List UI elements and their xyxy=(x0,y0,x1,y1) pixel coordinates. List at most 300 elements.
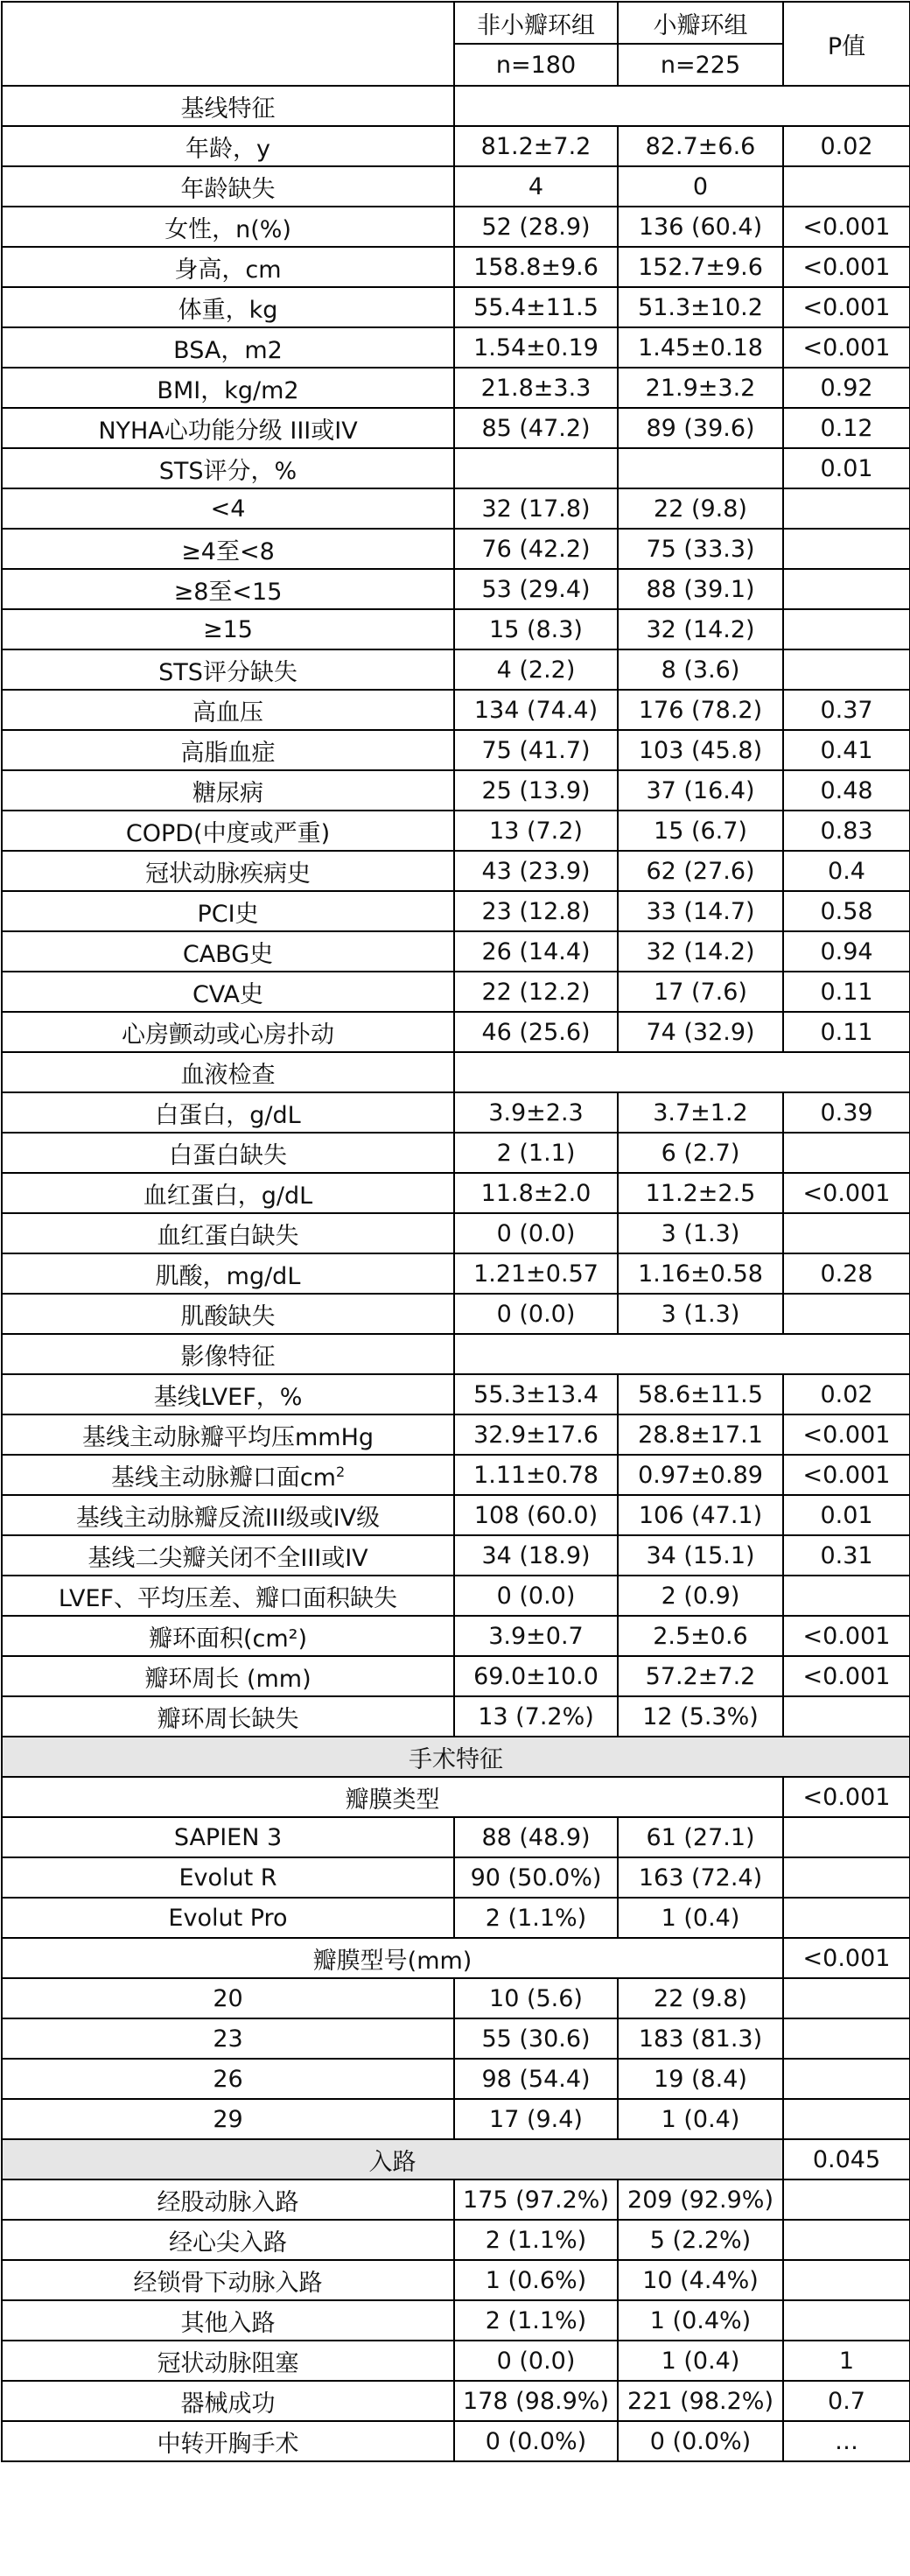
table-row-data xyxy=(2,1294,910,1334)
value-group2: 0 xyxy=(618,166,783,207)
row-label-text: 经股动脉入路 xyxy=(157,2188,299,2216)
p-value-cell: 0.41 xyxy=(783,730,910,770)
value-group1: 55.4±11.5 xyxy=(454,287,618,327)
value-group1: 55.3±13.4 xyxy=(454,1374,618,1414)
row-label-text: STS评分，% xyxy=(158,457,298,485)
p-value-cell: <0.001 xyxy=(783,327,910,368)
value-group1: 2 (1.1%) xyxy=(454,1898,618,1938)
table-row-span xyxy=(2,1777,910,1817)
table-row-data xyxy=(2,1213,910,1253)
p-value-cell: <0.001 xyxy=(783,1656,910,1696)
row-label xyxy=(2,972,454,1012)
p-value-cell xyxy=(783,529,910,569)
p-value-cell xyxy=(783,166,910,207)
row-label xyxy=(2,811,454,851)
value-group2: 32 (14.2) xyxy=(618,609,783,649)
row-label-text: BSA，m2 xyxy=(173,336,283,364)
value-group2: 209 (92.9%) xyxy=(618,2179,783,2220)
p-value-cell: 0.02 xyxy=(783,1374,910,1414)
row-label xyxy=(2,327,454,368)
value-group1: 0 (0.0%) xyxy=(454,2421,618,2461)
table-row-data xyxy=(2,2421,910,2461)
value-group1: 0 (0.0) xyxy=(454,1213,618,1253)
value-group1: 1.11±0.78 xyxy=(454,1455,618,1495)
p-value-cell xyxy=(783,2220,910,2260)
row-label-text: 基线主动脉瓣反流III级或IV级 xyxy=(75,1504,381,1532)
row-label-text: ≥4至<8 xyxy=(181,537,275,565)
value-group2: 152.7±9.6 xyxy=(618,247,783,287)
value-group2: 15 (6.7) xyxy=(618,811,783,851)
value-group1: 53 (29.4) xyxy=(454,569,618,609)
row-label-text: 29 xyxy=(213,2105,243,2133)
value-group1: 13 (7.2) xyxy=(454,811,618,851)
table-row-span xyxy=(2,2139,910,2179)
row-label-text: ≥15 xyxy=(203,615,253,643)
value-group1: 108 (60.0) xyxy=(454,1495,618,1535)
value-group2: 1.45±0.18 xyxy=(618,327,783,368)
value-group2: 32 (14.2) xyxy=(618,931,783,972)
value-group2: 22 (9.8) xyxy=(618,488,783,529)
value-group2: 88 (39.1) xyxy=(618,569,783,609)
row-label xyxy=(2,770,454,811)
value-group2: 6 (2.7) xyxy=(618,1133,783,1173)
table-row-data xyxy=(2,287,910,327)
row-label-text: 基线主动脉瓣平均压mmHg xyxy=(81,1423,374,1451)
p-value-cell: 0.01 xyxy=(783,1495,910,1535)
value-group2: 33 (14.7) xyxy=(618,891,783,931)
value-group2: 34 (15.1) xyxy=(618,1535,783,1576)
value-group1: 1 (0.6%) xyxy=(454,2260,618,2300)
value-group2: 0.97±0.89 xyxy=(618,1455,783,1495)
row-label-text: Evolut Pro xyxy=(168,1904,288,1932)
table-row-data xyxy=(2,1414,910,1455)
value-group1: 43 (23.9) xyxy=(454,851,618,891)
value-group1: 3.9±2.3 xyxy=(454,1092,618,1133)
p-value-cell: 0.94 xyxy=(783,931,910,972)
value-group2 xyxy=(618,448,783,488)
value-group2: 82.7±6.6 xyxy=(618,126,783,166)
row-label xyxy=(2,488,454,529)
value-group1: 75 (41.7) xyxy=(454,730,618,770)
row-label xyxy=(2,649,454,690)
row-label xyxy=(2,2341,454,2381)
row-label xyxy=(2,2300,454,2341)
value-group2: 2 (0.9) xyxy=(618,1576,783,1616)
value-group2: 163 (72.4) xyxy=(618,1857,783,1898)
header-row-groups xyxy=(2,2,910,44)
value-group1: 11.8±2.0 xyxy=(454,1173,618,1213)
p-value-cell xyxy=(783,1696,910,1737)
value-group2: 3 (1.3) xyxy=(618,1294,783,1334)
row-label-text: 经锁骨下动脉入路 xyxy=(133,2269,323,2297)
table-body xyxy=(2,2,910,2461)
row-label xyxy=(2,368,454,408)
p-value-cell xyxy=(783,2099,910,2139)
value-group1: 13 (7.2%) xyxy=(454,1696,618,1737)
table-row-data xyxy=(2,2300,910,2341)
row-label-text: 瓣环周长 (mm) xyxy=(144,1665,312,1693)
value-group1: 0 (0.0) xyxy=(454,1576,618,1616)
row-label xyxy=(2,1616,454,1656)
table-row-data xyxy=(2,2260,910,2300)
row-label-text: 经心尖入路 xyxy=(169,2229,287,2257)
row-label-text: 血红蛋白，g/dL xyxy=(143,1182,313,1210)
group-title: 入路 xyxy=(2,2139,783,2179)
section-title: 基线特征 xyxy=(2,86,454,126)
value-group1: 3.9±0.7 xyxy=(454,1616,618,1656)
table-row-data xyxy=(2,1817,910,1857)
table-row-data xyxy=(2,1696,910,1737)
row-label-text: ≥8至<15 xyxy=(173,578,283,606)
value-group1: 1.21±0.57 xyxy=(454,1253,618,1294)
value-group1: 32 (17.8) xyxy=(454,488,618,529)
table-row-data xyxy=(2,972,910,1012)
table-row-data xyxy=(2,1374,910,1414)
row-label-text: 糖尿病 xyxy=(192,779,263,807)
row-label-text: COPD(中度或严重) xyxy=(125,819,331,847)
row-label-text: SAPIEN 3 xyxy=(173,1823,283,1851)
value-group1: 10 (5.6) xyxy=(454,1978,618,2018)
row-label xyxy=(2,1213,454,1253)
p-value-cell: 0.02 xyxy=(783,126,910,166)
p-value-cell: 1 xyxy=(783,2341,910,2381)
value-group1: 32.9±17.6 xyxy=(454,1414,618,1455)
p-value-cell xyxy=(783,488,910,529)
table-row-data xyxy=(2,1012,910,1052)
row-label-text: NYHA心功能分级 III或IV xyxy=(98,417,358,445)
p-value-cell: 0.12 xyxy=(783,408,910,448)
banner-title: 手术特征 xyxy=(2,1737,910,1777)
row-label xyxy=(2,1092,454,1133)
table-row-data xyxy=(2,166,910,207)
value-group1: 1.54±0.19 xyxy=(454,327,618,368)
row-label-text: 身高，cm xyxy=(174,256,282,284)
value-group1: 90 (50.0%) xyxy=(454,1857,618,1898)
p-value-cell: <0.001 xyxy=(783,1455,910,1495)
table-row-data xyxy=(2,1092,910,1133)
table-row-data xyxy=(2,2059,910,2099)
p-value-cell: 0.11 xyxy=(783,1012,910,1052)
row-label xyxy=(2,1495,454,1535)
value-group2: 1.16±0.58 xyxy=(618,1253,783,1294)
p-value-cell: 0.83 xyxy=(783,811,910,851)
table-row-data xyxy=(2,2341,910,2381)
value-group2: 74 (32.9) xyxy=(618,1012,783,1052)
row-label xyxy=(2,1535,454,1576)
value-group2: 221 (98.2%) xyxy=(618,2381,783,2421)
p-value-cell: 0.37 xyxy=(783,690,910,730)
p-value-cell xyxy=(783,649,910,690)
value-group2: 176 (78.2) xyxy=(618,690,783,730)
p-value-cell xyxy=(783,2018,910,2059)
value-group1: 0 (0.0) xyxy=(454,1294,618,1334)
table-row-data xyxy=(2,649,910,690)
table-row-data xyxy=(2,488,910,529)
row-label-text: 年龄，y xyxy=(186,135,270,163)
p-value-cell xyxy=(783,1576,910,1616)
row-label xyxy=(2,609,454,649)
table-row-data xyxy=(2,1857,910,1898)
p-value-cell xyxy=(783,2300,910,2341)
row-label xyxy=(2,1576,454,1616)
table-row-data xyxy=(2,126,910,166)
row-label-text: 基线二尖瓣关闭不全III或IV xyxy=(88,1544,368,1572)
row-label-text: 白蛋白，g/dL xyxy=(155,1101,301,1129)
table-row-data xyxy=(2,1898,910,1938)
row-label xyxy=(2,1133,454,1173)
table-row-data xyxy=(2,569,910,609)
row-label-text: Evolut R xyxy=(178,1864,277,1892)
row-label-text: 基线LVEF，% xyxy=(153,1383,303,1411)
row-label xyxy=(2,247,454,287)
value-group1: 25 (13.9) xyxy=(454,770,618,811)
p-value-cell: 0.48 xyxy=(783,770,910,811)
table-row-data xyxy=(2,2099,910,2139)
value-group2: 89 (39.6) xyxy=(618,408,783,448)
p-value-cell xyxy=(783,1898,910,1938)
table-row-data xyxy=(2,851,910,891)
value-group1: 4 (2.2) xyxy=(454,649,618,690)
table-row-section xyxy=(2,1334,910,1374)
value-group1 xyxy=(454,448,618,488)
row-label-text: 肌酸，mg/dL xyxy=(155,1262,301,1290)
table-row-data xyxy=(2,1495,910,1535)
row-label-text: 瓣环面积(cm²) xyxy=(148,1625,308,1653)
p-value-cell: 0.7 xyxy=(783,2381,910,2421)
row-label-text: 女性，n(%) xyxy=(164,215,291,243)
row-label xyxy=(2,1374,454,1414)
row-label xyxy=(2,448,454,488)
p-value-cell: 0.11 xyxy=(783,972,910,1012)
superscript: 2 xyxy=(335,1463,346,1480)
row-label xyxy=(2,2421,454,2461)
table-row-data xyxy=(2,529,910,569)
header-group1: 非小瓣环组 xyxy=(454,2,618,44)
p-value-cell xyxy=(783,1817,910,1857)
p-value-cell: <0.001 xyxy=(783,1414,910,1455)
value-group2: 61 (27.1) xyxy=(618,1817,783,1857)
row-label xyxy=(2,1294,454,1334)
table-row-data xyxy=(2,1133,910,1173)
row-label-text: 瓣环周长缺失 xyxy=(157,1705,299,1733)
row-label xyxy=(2,207,454,247)
header-blank-cell xyxy=(2,2,454,86)
row-label xyxy=(2,2381,454,2421)
table-row-data xyxy=(2,1173,910,1213)
row-label xyxy=(2,2260,454,2300)
row-label xyxy=(2,2220,454,2260)
row-label xyxy=(2,1817,454,1857)
row-label-text: 基线主动脉瓣口面cm xyxy=(110,1463,336,1492)
value-group2: 2.5±0.6 xyxy=(618,1616,783,1656)
row-label xyxy=(2,1898,454,1938)
row-label xyxy=(2,1012,454,1052)
table-row-data xyxy=(2,2179,910,2220)
value-group2: 136 (60.4) xyxy=(618,207,783,247)
value-group2: 106 (47.1) xyxy=(618,1495,783,1535)
row-label xyxy=(2,2059,454,2099)
value-group1: 69.0±10.0 xyxy=(454,1656,618,1696)
table-row-data xyxy=(2,1253,910,1294)
row-label-text: 20 xyxy=(213,1984,243,2012)
p-value-cell: <0.001 xyxy=(783,287,910,327)
row-label xyxy=(2,126,454,166)
row-label xyxy=(2,1253,454,1294)
value-group1: 22 (12.2) xyxy=(454,972,618,1012)
table-row-data xyxy=(2,1455,910,1495)
p-value-cell: 0.4 xyxy=(783,851,910,891)
row-label xyxy=(2,2018,454,2059)
table-row-data xyxy=(2,891,910,931)
table-row-banner xyxy=(2,1737,910,1777)
value-group1: 34 (18.9) xyxy=(454,1535,618,1576)
table-row-section xyxy=(2,86,910,126)
p-value-cell: <0.001 xyxy=(783,1777,910,1817)
value-group1: 175 (97.2%) xyxy=(454,2179,618,2220)
section-title: 血液检查 xyxy=(2,1052,454,1092)
table-row-data xyxy=(2,448,910,488)
row-label xyxy=(2,931,454,972)
table-row-data xyxy=(2,207,910,247)
row-label xyxy=(2,1173,454,1213)
row-label xyxy=(2,1455,454,1495)
p-value-cell: … xyxy=(783,2421,910,2461)
p-value-cell: 0.28 xyxy=(783,1253,910,1294)
row-label-text: <4 xyxy=(210,495,246,523)
row-label xyxy=(2,891,454,931)
header-p-value: P值 xyxy=(783,2,910,86)
value-group2: 19 (8.4) xyxy=(618,2059,783,2099)
value-group2: 1 (0.4) xyxy=(618,2099,783,2139)
value-group1: 4 xyxy=(454,166,618,207)
table-row-data xyxy=(2,408,910,448)
p-value-cell xyxy=(783,2179,910,2220)
value-group1: 76 (42.2) xyxy=(454,529,618,569)
p-value-cell: 0.92 xyxy=(783,368,910,408)
row-label-text: 器械成功 xyxy=(180,2390,276,2418)
table-row-data xyxy=(2,2381,910,2421)
row-label-text: 26 xyxy=(213,2065,243,2093)
value-group2: 58.6±11.5 xyxy=(618,1374,783,1414)
value-group2: 37 (16.4) xyxy=(618,770,783,811)
p-value-cell: 0.58 xyxy=(783,891,910,931)
value-group1: 46 (25.6) xyxy=(454,1012,618,1052)
table-row-data xyxy=(2,2220,910,2260)
value-group2: 75 (33.3) xyxy=(618,529,783,569)
row-label xyxy=(2,690,454,730)
table-row-data xyxy=(2,811,910,851)
value-group2: 183 (81.3) xyxy=(618,2018,783,2059)
table-row-data xyxy=(2,327,910,368)
value-group1: 178 (98.9%) xyxy=(454,2381,618,2421)
value-group2: 8 (3.6) xyxy=(618,649,783,690)
value-group2: 17 (7.6) xyxy=(618,972,783,1012)
value-group1: 52 (28.9) xyxy=(454,207,618,247)
row-label-text: 肌酸缺失 xyxy=(180,1302,276,1330)
section-blank xyxy=(454,1052,910,1092)
value-group1: 2 (1.1%) xyxy=(454,2220,618,2260)
row-label-text: 冠状动脉阻塞 xyxy=(157,2349,299,2377)
p-value-cell: <0.001 xyxy=(783,247,910,287)
row-label-text: 心房颤动或心房扑动 xyxy=(122,1021,334,1049)
header-n1: n=180 xyxy=(454,44,618,86)
value-group1: 81.2±7.2 xyxy=(454,126,618,166)
value-group1: 2 (1.1%) xyxy=(454,2300,618,2341)
p-value-cell xyxy=(783,1857,910,1898)
p-value-cell: <0.001 xyxy=(783,207,910,247)
table-row-data xyxy=(2,730,910,770)
row-label xyxy=(2,1656,454,1696)
value-group2: 57.2±7.2 xyxy=(618,1656,783,1696)
row-label xyxy=(2,287,454,327)
row-label xyxy=(2,529,454,569)
value-group2: 10 (4.4%) xyxy=(618,2260,783,2300)
value-group2: 21.9±3.2 xyxy=(618,368,783,408)
table-row-data xyxy=(2,1978,910,2018)
row-label xyxy=(2,2099,454,2139)
p-value-cell: <0.001 xyxy=(783,1938,910,1978)
value-group2: 51.3±10.2 xyxy=(618,287,783,327)
p-value-cell xyxy=(783,609,910,649)
value-group2: 0 (0.0%) xyxy=(618,2421,783,2461)
section-blank xyxy=(454,86,910,126)
table-row-data xyxy=(2,770,910,811)
p-value-cell xyxy=(783,1978,910,2018)
row-label xyxy=(2,408,454,448)
row-label-text: CVA史 xyxy=(192,980,264,1008)
table-row-data xyxy=(2,247,910,287)
value-group2: 12 (5.3%) xyxy=(618,1696,783,1737)
row-label xyxy=(2,569,454,609)
row-label-text: 23 xyxy=(213,2025,243,2053)
table-row-data xyxy=(2,1576,910,1616)
value-group2: 1 (0.4) xyxy=(618,2341,783,2381)
row-label-text: 白蛋白缺失 xyxy=(169,1141,287,1169)
p-value-cell xyxy=(783,2260,910,2300)
value-group2: 5 (2.2%) xyxy=(618,2220,783,2260)
row-label-text: 冠状动脉疾病史 xyxy=(145,860,311,888)
p-value-cell: 0.39 xyxy=(783,1092,910,1133)
value-group2: 1 (0.4%) xyxy=(618,2300,783,2341)
value-group1: 21.8±3.3 xyxy=(454,368,618,408)
row-label xyxy=(2,1696,454,1737)
header-n2: n=225 xyxy=(618,44,783,86)
row-label-text: 高血压 xyxy=(192,698,263,726)
row-label xyxy=(2,2179,454,2220)
value-group1: 17 (9.4) xyxy=(454,2099,618,2139)
value-group1: 2 (1.1) xyxy=(454,1133,618,1173)
p-value-cell: 0.045 xyxy=(783,2139,910,2179)
value-group2: 22 (9.8) xyxy=(618,1978,783,2018)
row-label-text: STS评分缺失 xyxy=(158,658,298,686)
value-group2: 3 (1.3) xyxy=(618,1213,783,1253)
row-label xyxy=(2,166,454,207)
group-title: 瓣膜型号(mm) xyxy=(2,1938,783,1978)
row-label-text: 体重，kg xyxy=(178,296,278,324)
value-group1: 134 (74.4) xyxy=(454,690,618,730)
value-group2: 62 (27.6) xyxy=(618,851,783,891)
row-label xyxy=(2,1978,454,2018)
value-group2: 28.8±17.1 xyxy=(618,1414,783,1455)
table-row-data xyxy=(2,609,910,649)
table-row-span xyxy=(2,1938,910,1978)
table-row-data xyxy=(2,690,910,730)
p-value-cell: <0.001 xyxy=(783,1173,910,1213)
row-label-text: PCI史 xyxy=(197,900,259,928)
value-group2: 1 (0.4) xyxy=(618,1898,783,1938)
value-group2: 3.7±1.2 xyxy=(618,1092,783,1133)
comparison-table xyxy=(1,1,910,2462)
